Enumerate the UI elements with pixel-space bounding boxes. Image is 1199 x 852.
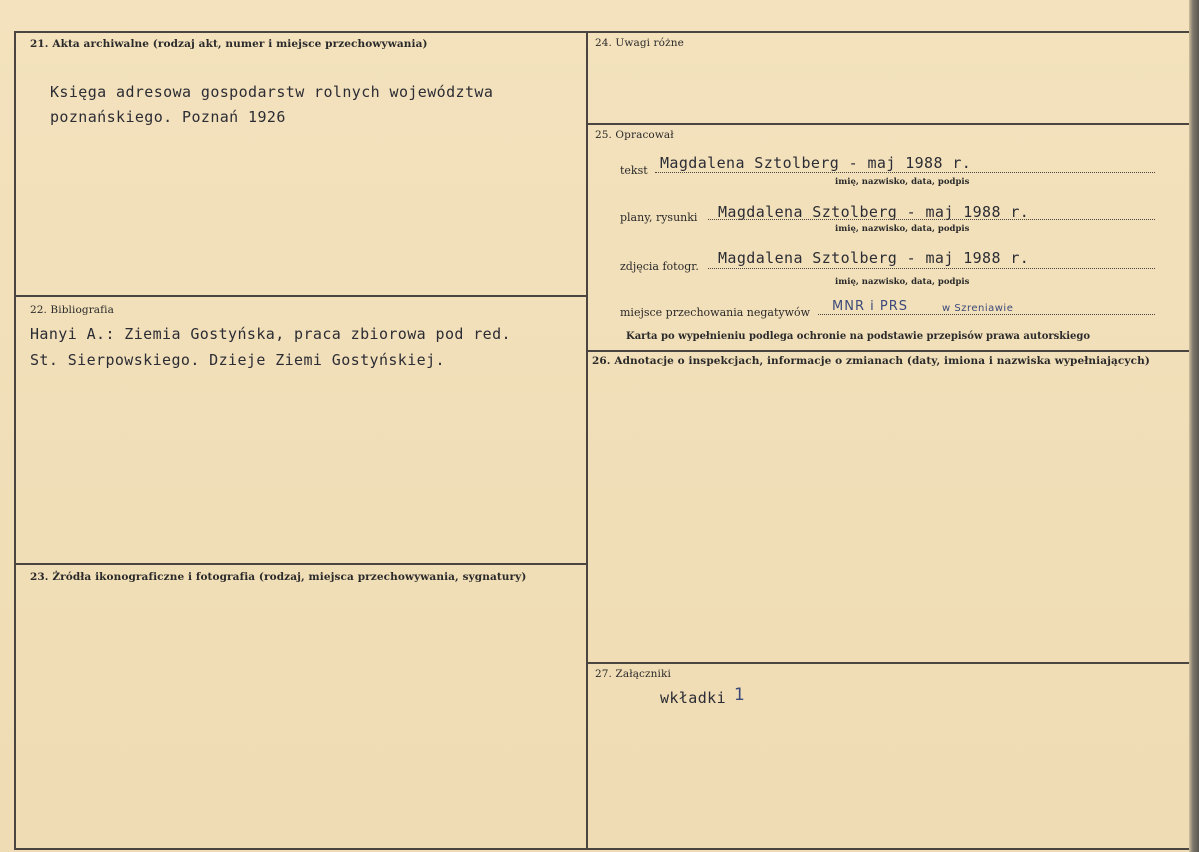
opracowal-plany-caption: imię, nazwisko, data, podpis: [835, 224, 970, 234]
section-21-line-2: poznańskiego. Poznań 1926: [50, 108, 286, 126]
scan-edge: [1189, 0, 1199, 852]
opracowal-zdjecia-value: Magdalena Sztolberg - maj 1988 r.: [718, 249, 1030, 267]
opracowal-plany-value: Magdalena Sztolberg - maj 1988 r.: [718, 203, 1030, 221]
section-23-label: 23. Żródła ikonograficzne i fotografia (rodzaj, miejsca przechowywania, sygnatury): [30, 571, 527, 583]
section-21-line-1: Księga adresowa gospodarstw rolnych województwa: [50, 83, 494, 101]
opracowal-tekst-line: [655, 172, 1155, 173]
frame-top-rule: [14, 31, 1190, 33]
frame-left-rule: [14, 31, 16, 849]
section-21-label: 21. Akta archiwalne (rodzaj akt, numer i miejsce przechowywania): [30, 38, 428, 50]
divider-25-26: [587, 350, 1190, 352]
opracowal-tekst-caption: imię, nazwisko, data, podpis: [835, 177, 970, 187]
negatives-label: miejsce przechowania negatywów: [620, 306, 811, 319]
section-27-value: wkładki: [660, 689, 727, 707]
opracowal-zdjecia-line: [708, 268, 1155, 269]
negatives-value-main: MNR i PRS: [832, 299, 908, 314]
opracowal-zdjecia-label: zdjęcia fotogr.: [620, 260, 699, 273]
divider-21-22: [14, 295, 587, 297]
opracowal-plany-label: plany, rysunki: [620, 211, 698, 224]
section-26-label: 26. Adnotacje o inspekcjach, informacje o zmianach (daty, imiona i nazwiska wypełniających): [592, 355, 1150, 367]
opracowal-tekst-value: Magdalena Sztolberg - maj 1988 r.: [660, 154, 972, 172]
section-24-label: 24. Uwagi różne: [595, 37, 684, 49]
section-22-line-1: Hanyi A.: Ziemia Gostyńska, praca zbiorowa pod red.: [30, 325, 511, 343]
section-22-label: 22. Bibliografia: [30, 304, 114, 316]
divider-24-25: [587, 123, 1190, 125]
center-divider: [586, 31, 588, 849]
section-25-label: 25. Opracował: [595, 129, 674, 141]
opracowal-zdjecia-caption: imię, nazwisko, data, podpis: [835, 277, 970, 287]
opracowal-tekst-label: tekst: [620, 164, 648, 177]
section-22-line-2: St. Sierpowskiego. Dzieje Ziemi Gostyńskiej.: [30, 351, 445, 369]
copyright-note: Karta po wypełnieniu podlega ochronie na podstawie przepisów prawa autorskiego: [626, 331, 1091, 342]
frame-bottom-rule: [14, 848, 1190, 850]
negatives-value-tail: w Szreniawie: [942, 303, 1014, 314]
divider-26-27: [587, 662, 1190, 664]
section-27-label: 27. Załączniki: [595, 668, 671, 680]
opracowal-plany-line: [708, 219, 1155, 220]
divider-22-23: [14, 563, 587, 565]
negatives-line: [818, 314, 1155, 315]
section-27-hand-value: 1: [734, 685, 746, 705]
